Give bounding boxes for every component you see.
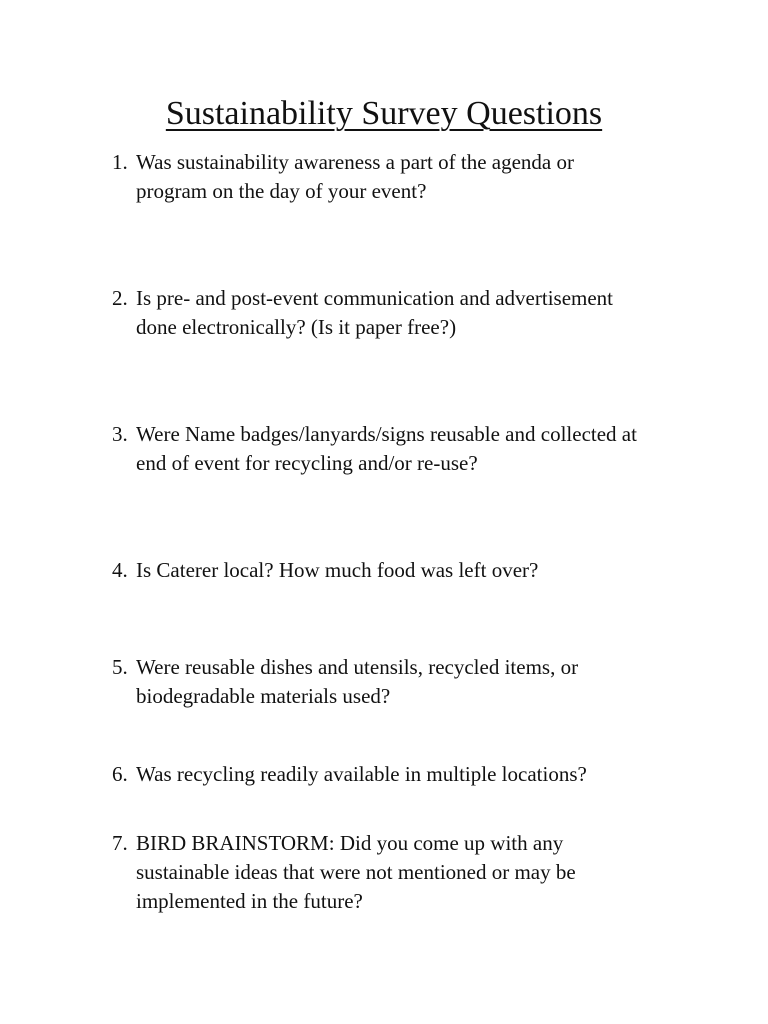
question-line: biodegradable materials used? [136, 684, 391, 708]
question-number: 2. [112, 286, 128, 310]
question-text [136, 148, 712, 206]
survey-question-1 [112, 148, 712, 206]
question-line: program on the day of your event? [136, 179, 427, 203]
question-number: 5. [112, 655, 128, 679]
question-text [136, 284, 712, 342]
survey-question-2 [112, 284, 712, 342]
question-line: Was sustainability awareness a part of the agenda or [136, 150, 574, 174]
question-line: Were Name badges/lanyards/signs reusable and collected at [136, 422, 637, 446]
question-number: 4. [112, 558, 128, 582]
survey-question-7 [112, 829, 712, 916]
question-line: end of event for recycling and/or re-use? [136, 451, 478, 475]
survey-question-6 [112, 760, 712, 789]
question-text [136, 829, 712, 916]
survey-question-3 [112, 420, 712, 478]
survey-question-5 [112, 653, 712, 711]
question-text [136, 760, 712, 789]
question-line: Is pre- and post-event communication and advertisement [136, 286, 614, 310]
question-text [136, 420, 712, 478]
question-line: Is Caterer local? How much food was left over? [136, 558, 539, 582]
page-title: Sustainability Survey Questions [165, 95, 603, 132]
question-text [136, 556, 712, 585]
question-line: Was recycling readily available in multiple locations? [136, 762, 587, 786]
question-line: done electronically? (Is it paper free?) [136, 315, 457, 339]
question-number: 3. [112, 422, 128, 446]
question-number: 1. [112, 150, 128, 174]
question-line: sustainable ideas that were not mentioned or may be [136, 860, 576, 884]
survey-question-4 [112, 556, 712, 585]
question-text [136, 653, 712, 711]
question-line: BIRD BRAINSTORM: Did you come up with any [136, 831, 564, 855]
question-number: 6. [112, 762, 128, 786]
question-line: implemented in the future? [136, 889, 363, 913]
question-line: Were reusable dishes and utensils, recycled items, or [136, 655, 579, 679]
question-number: 7. [112, 831, 128, 855]
